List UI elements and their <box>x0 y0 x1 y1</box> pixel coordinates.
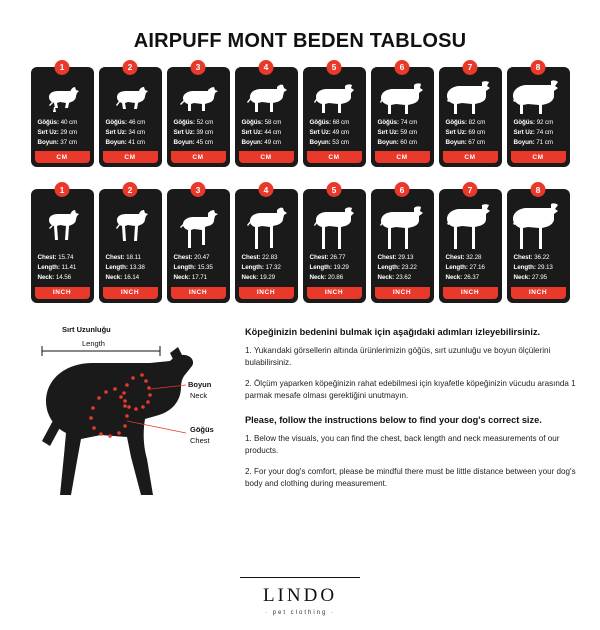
measurements <box>171 253 226 282</box>
chest-row: Göğüs: 40 cm <box>37 119 78 126</box>
size-card[interactable] <box>303 62 366 167</box>
neck-row: Boyun: 37 cm <box>37 138 77 146</box>
size-card[interactable] <box>303 184 366 302</box>
unit-label: CM <box>239 151 294 163</box>
measurements <box>239 253 294 282</box>
divider <box>240 577 360 578</box>
size-badge: 7 <box>463 182 478 197</box>
chest-row: Göğüs: 68 cm <box>309 119 350 126</box>
dog-silhouette-icon <box>239 80 294 114</box>
dog-silhouette-icon <box>103 80 158 114</box>
measurements <box>103 253 158 282</box>
length-row: Length: 13.38 <box>105 264 145 271</box>
neck-label-tr: Boyun <box>188 379 212 389</box>
back-row: Sırt Uz: 44 cm <box>241 128 282 136</box>
inch-card-grid <box>0 184 600 302</box>
measurements <box>511 118 566 147</box>
chest-row: Göğüs: 92 cm <box>513 119 554 126</box>
size-card[interactable] <box>371 62 434 167</box>
size-card[interactable] <box>507 62 570 167</box>
unit-label: CM <box>375 151 430 163</box>
size-card[interactable] <box>31 62 94 167</box>
unit-label: INCH <box>307 287 362 299</box>
size-badge: 1 <box>55 60 70 75</box>
size-card[interactable] <box>371 184 434 302</box>
chest-row: Chest: 20.47 <box>173 254 210 262</box>
measurements <box>35 253 90 282</box>
instructions-heading-tr: Köpeğinizin bedenini bulmak için aşağıdaki adımları izleyebilirsiniz. <box>245 326 541 337</box>
unit-label: CM <box>511 151 566 163</box>
unit-label: INCH <box>35 287 90 299</box>
measurements <box>443 118 498 147</box>
instructions-step1-en: 1. Below the visuals, you can find the chest, back length and neck measurements of our products. <box>245 433 560 456</box>
neck-row: Neck: 14.56 <box>37 273 72 281</box>
dog-silhouette-icon <box>103 203 158 249</box>
neck-row: Neck: 26.37 <box>445 273 480 281</box>
back-length-label-tr: Sırt Uzunluğu <box>62 324 111 334</box>
dog-measure-illustration <box>20 323 235 513</box>
size-card[interactable] <box>31 184 94 302</box>
size-badge: 5 <box>327 60 342 75</box>
neck-row: Neck: 19.29 <box>241 273 276 281</box>
back-row: Sırt Uz: 74 cm <box>513 128 554 136</box>
measurements <box>443 253 498 282</box>
length-row: Length: 11.41 <box>37 264 77 271</box>
length-row: Length: 27.16 <box>445 264 485 271</box>
size-badge: 6 <box>395 182 410 197</box>
bottom-section <box>0 323 600 513</box>
dog-silhouette-icon <box>35 203 90 249</box>
back-row: Sırt Uz: 29 cm <box>37 128 78 136</box>
instructions-step2-en: 2. For your dog's comfort, please be mindful there must be little distance between your dog's body and clothing during measurement. <box>245 466 576 489</box>
neck-row: Boyun: 45 cm <box>173 138 213 146</box>
cm-card-grid <box>0 62 600 167</box>
neck-row: Boyun: 60 cm <box>377 138 417 146</box>
unit-label: INCH <box>171 287 226 299</box>
unit-label: CM <box>307 151 362 163</box>
unit-label: CM <box>171 151 226 163</box>
length-row: Length: 19.29 <box>309 264 349 271</box>
instructions-heading-en: Please, follow the instructions below to find your dog's correct size. <box>245 414 542 425</box>
measurement-diagram <box>20 323 235 513</box>
dog-silhouette-icon <box>35 80 90 114</box>
chest-row: Göğüs: 74 cm <box>377 119 418 126</box>
dog-silhouette-icon <box>443 203 498 249</box>
dog-silhouette-icon <box>375 203 430 249</box>
chest-label-tr: Göğüs <box>190 424 214 434</box>
footer-logo <box>0 577 600 616</box>
neck-row: Boyun: 49 cm <box>241 138 281 146</box>
measurements <box>171 118 226 147</box>
measurements <box>375 118 430 147</box>
size-card[interactable] <box>235 184 298 302</box>
measurements <box>35 118 90 147</box>
size-badge: 2 <box>123 182 138 197</box>
back-length-label-en: Length <box>82 338 105 348</box>
measurements <box>307 253 362 282</box>
measurements <box>511 253 566 282</box>
size-badge: 5 <box>327 182 342 197</box>
size-badge: 2 <box>123 60 138 75</box>
instructions-panel <box>245 323 580 513</box>
chest-row: Göğüs: 58 cm <box>241 119 282 126</box>
neck-row: Boyun: 71 cm <box>513 138 553 146</box>
dog-silhouette-icon <box>307 203 362 249</box>
size-badge: 6 <box>395 60 410 75</box>
chest-row: Chest: 36.22 <box>513 254 550 262</box>
length-row: Length: 29.13 <box>513 264 553 271</box>
neck-row: Neck: 17.71 <box>173 273 208 281</box>
neck-row: Neck: 16.14 <box>105 273 140 281</box>
page-title: AIRPUFF MONT BEDEN TABLOSU <box>133 30 467 52</box>
size-badge: 8 <box>531 60 546 75</box>
dog-silhouette-icon <box>171 203 226 249</box>
neck-row: Boyun: 41 cm <box>105 138 145 146</box>
dog-silhouette-icon <box>239 203 294 249</box>
unit-label: INCH <box>511 287 566 299</box>
chest-row: Chest: 15.74 <box>37 254 74 262</box>
instructions-step1-tr: 1. Yukarıdaki görsellerin altında ürünlerimizin göğüs, sırt uzunluğu ve boyun ölçülerini bulabilirsiniz. <box>245 345 551 368</box>
chest-row: Chest: 29.13 <box>377 254 414 262</box>
dog-silhouette-icon <box>511 80 566 114</box>
back-row: Sırt Uz: 39 cm <box>173 128 214 136</box>
chest-row: Chest: 22.83 <box>241 254 278 262</box>
chest-row: Göğüs: 46 cm <box>105 119 146 126</box>
chest-row: Chest: 26.77 <box>309 254 346 262</box>
chest-row: Chest: 32.28 <box>445 254 482 262</box>
size-badge: 7 <box>463 60 478 75</box>
unit-label: CM <box>103 151 158 163</box>
measurements <box>307 118 362 147</box>
back-row: Sırt Uz: 49 cm <box>309 128 350 136</box>
unit-label: INCH <box>375 287 430 299</box>
neck-label-en: Neck <box>190 390 208 400</box>
dog-silhouette-icon <box>443 80 498 114</box>
neck-row: Neck: 27.95 <box>513 273 548 281</box>
size-badge: 1 <box>55 182 70 197</box>
neck-row: Boyun: 67 cm <box>445 138 485 146</box>
size-card[interactable] <box>167 184 230 302</box>
size-card[interactable] <box>507 184 570 302</box>
measurements <box>239 118 294 147</box>
unit-label: INCH <box>239 287 294 299</box>
length-row: Length: 23.22 <box>377 264 417 271</box>
unit-label: INCH <box>103 287 158 299</box>
size-card[interactable] <box>439 62 502 167</box>
size-card[interactable] <box>167 62 230 167</box>
dog-silhouette-icon <box>171 80 226 114</box>
brand-tagline: · pet clothing · <box>264 610 336 616</box>
neck-row: Neck: 23.62 <box>377 273 412 281</box>
measurements <box>375 253 430 282</box>
unit-label: INCH <box>443 287 498 299</box>
length-row: Length: 15.35 <box>173 264 213 271</box>
back-row: Sırt Uz: 69 cm <box>445 128 486 136</box>
size-chart-page <box>0 30 600 630</box>
brand-name: LINDO <box>262 585 338 606</box>
size-badge: 8 <box>531 182 546 197</box>
size-badge: 3 <box>191 182 206 197</box>
back-row: Sırt Uz: 34 cm <box>105 128 146 136</box>
size-badge: 4 <box>259 182 274 197</box>
size-badge: 3 <box>191 60 206 75</box>
chest-row: Chest: 18.11 <box>105 254 141 262</box>
neck-row: Boyun: 53 cm <box>309 138 349 146</box>
length-row: Length: 17.32 <box>241 264 281 271</box>
size-card[interactable] <box>439 184 502 302</box>
chest-row: Göğüs: 82 cm <box>445 119 486 126</box>
dog-silhouette-icon <box>307 80 362 114</box>
measurements <box>103 118 158 147</box>
neck-row: Neck: 20.86 <box>309 273 344 281</box>
back-row: Sırt Uz: 59 cm <box>377 128 418 136</box>
dog-silhouette-icon <box>511 203 566 249</box>
chest-row: Göğüs: 52 cm <box>173 119 214 126</box>
unit-label: CM <box>35 151 90 163</box>
size-card[interactable] <box>99 184 162 302</box>
unit-label: CM <box>443 151 498 163</box>
size-card[interactable] <box>235 62 298 167</box>
instructions-step2-tr: 2. Ölçüm yaparken köpeğinizin rahat edebilmesi için kıyafetle köpeğinizin vücudu arasında 1 parmak mesafe olması gerektiğini unutmayın. <box>245 378 576 401</box>
size-badge: 4 <box>259 60 274 75</box>
chest-label-en: Chest <box>190 435 210 445</box>
size-card[interactable] <box>99 62 162 167</box>
dog-silhouette-icon <box>375 80 430 114</box>
